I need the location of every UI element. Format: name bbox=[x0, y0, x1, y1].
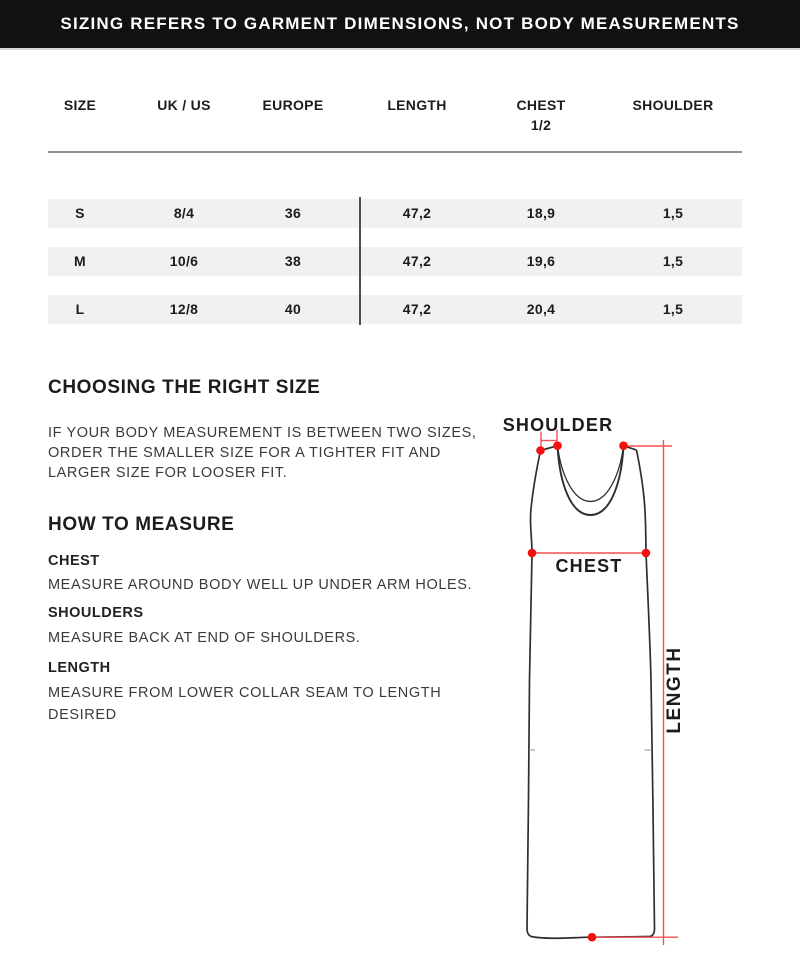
cell-ukus: 12/8 bbox=[169, 301, 199, 317]
measure-dot bbox=[642, 549, 651, 558]
measure-dot bbox=[528, 549, 537, 558]
cell-shoulder: 1,5 bbox=[662, 301, 684, 317]
cell-ukus: 10/6 bbox=[169, 253, 199, 269]
dress-outline bbox=[527, 446, 655, 939]
measure-dot bbox=[619, 441, 628, 450]
column-header-ukus: UK / US bbox=[157, 97, 211, 113]
cell-size: S bbox=[75, 205, 85, 221]
column-header-size: SIZE bbox=[63, 97, 97, 113]
garment-diagram bbox=[470, 400, 790, 960]
paragraph-line: LARGER SIZE FOR LOOSER FIT. bbox=[48, 465, 288, 481]
cell-length: 47,2 bbox=[402, 253, 432, 269]
measure-length-text: MEASURE FROM LOWER COLLAR SEAM TO LENGTH DESIRED bbox=[48, 685, 442, 723]
measure-dot bbox=[588, 933, 597, 942]
cell-size: L bbox=[75, 301, 85, 317]
choosing-size-heading: CHOOSING THE RIGHT SIZE bbox=[48, 377, 321, 398]
column-header-length: LENGTH bbox=[387, 97, 447, 113]
cell-chest: 19,6 bbox=[526, 253, 556, 269]
column-header-europe: EUROPE bbox=[262, 97, 324, 113]
how-to-measure-heading: HOW TO MEASURE bbox=[48, 514, 235, 535]
table-column-divider bbox=[359, 197, 361, 325]
choosing-size-paragraph bbox=[48, 423, 477, 483]
banner-text: SIZING REFERS TO GARMENT DIMENSIONS, NOT BODY MEASUREMENTS bbox=[60, 14, 740, 33]
paragraph-line: IF YOUR BODY MEASUREMENT IS BETWEEN TWO SIZES, bbox=[48, 425, 477, 441]
shoulder-label: SHOULDER bbox=[502, 415, 614, 435]
column-header-shoulder: SHOULDER bbox=[632, 97, 714, 113]
table-row bbox=[48, 247, 742, 276]
table-header-rule bbox=[48, 151, 742, 153]
measure-chest-label: CHEST bbox=[48, 553, 100, 569]
chest-label: CHEST bbox=[555, 556, 623, 576]
cell-europe: 40 bbox=[284, 301, 302, 317]
measure-lines bbox=[532, 430, 678, 946]
cell-shoulder: 1,5 bbox=[662, 253, 684, 269]
measure-dots bbox=[528, 441, 651, 941]
measure-dot bbox=[536, 446, 545, 455]
cell-ukus: 8/4 bbox=[173, 205, 195, 221]
length-label: LENGTH bbox=[664, 646, 685, 734]
cell-length: 47,2 bbox=[402, 205, 432, 221]
column-header-chest: CHEST 1/2 bbox=[516, 97, 566, 133]
paragraph-line: ORDER THE SMALLER SIZE FOR A TIGHTER FIT AND bbox=[48, 445, 441, 461]
cell-chest: 18,9 bbox=[526, 205, 556, 221]
cell-europe: 36 bbox=[284, 205, 302, 221]
measure-shoulders-text: MEASURE BACK AT END OF SHOULDERS. bbox=[48, 630, 361, 646]
neckline bbox=[558, 446, 624, 515]
measure-shoulders-label: SHOULDERS bbox=[48, 605, 144, 621]
top-banner bbox=[0, 0, 800, 50]
cell-chest: 20,4 bbox=[526, 301, 556, 317]
measure-dot bbox=[553, 441, 562, 450]
cell-size: M bbox=[74, 253, 86, 269]
table-row bbox=[48, 199, 742, 228]
cell-shoulder: 1,5 bbox=[662, 205, 684, 221]
measure-chest-text: MEASURE AROUND BODY WELL UP UNDER ARM HOLES. bbox=[48, 577, 473, 593]
table-row bbox=[48, 295, 742, 324]
cell-length: 47,2 bbox=[402, 301, 432, 317]
measure-length-label: LENGTH bbox=[48, 660, 111, 676]
cell-europe: 38 bbox=[284, 253, 302, 269]
